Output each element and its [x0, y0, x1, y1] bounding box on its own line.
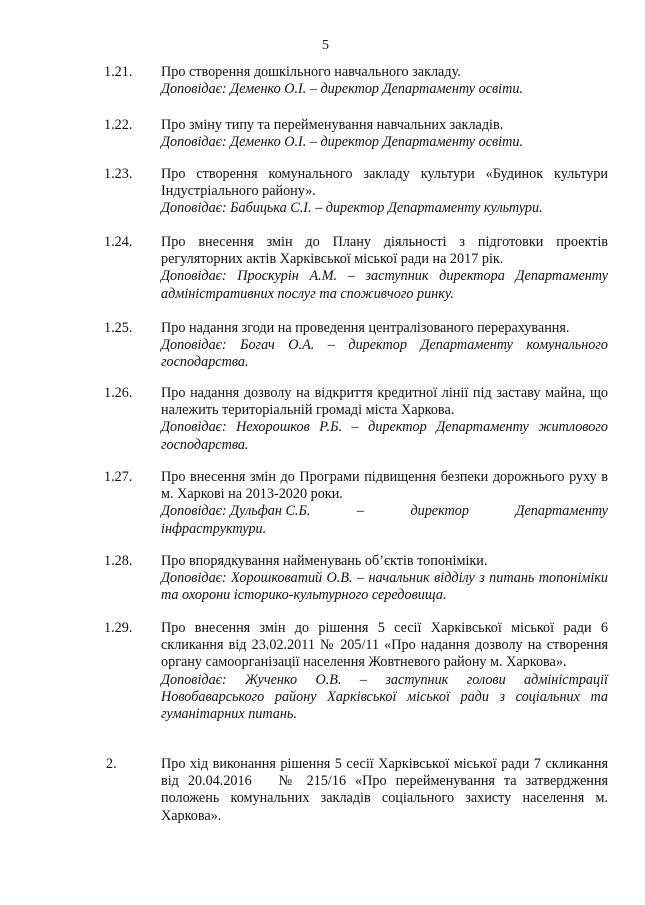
item-number: 1.26. [104, 385, 133, 401]
speaker-department: Департаменту [515, 503, 608, 520]
item-title: Про створення дошкільного навчального закладу. [161, 64, 461, 80]
item-speaker: Доповідає: Проскурін А.М. – заступник директора Департаменту адміністративних послуг та споживчого ринку. [161, 268, 608, 302]
item-number: 1.28. [104, 553, 133, 569]
item-number: 1.27. [104, 469, 133, 485]
item-title: Про внесення змін до рішення 5 сесії Харківської міської ради 6 скликання від 23.02.2011 № 205/11 «Про надання дозволу на створення органу самоорганізації населення Жовтневого району м. Харкова». [161, 620, 608, 671]
agenda-item [104, 553, 608, 605]
item-speaker: Доповідає: Нехорошков Р.Б. – директор Департаменту житлового господарства. [161, 419, 608, 453]
page-number: 5 [322, 38, 329, 53]
item-title: Про надання згоди на проведення централізованого перерахування. [161, 320, 570, 336]
item-speaker: Доповідає: Деменко О.І. – директор Департаменту освіти. [161, 81, 524, 98]
agenda-item [104, 320, 608, 372]
item-title: Про зміну типу та перейменування навчальних закладів. [161, 117, 504, 133]
item-title: Про надання дозволу на відкриття кредитної лінії під заставу майна, що належить територіальній громаді міста Харкова. [161, 385, 608, 419]
speaker-name: Доповідає: Дульфан С.Б. [161, 503, 311, 520]
agenda-item [104, 166, 608, 218]
item-number: 1.23. [104, 166, 133, 182]
item-title: Про впорядкування найменувань об’єктів топоніміки. [161, 553, 488, 569]
speaker-role: директор [410, 503, 469, 520]
item-title: Про внесення змін до Плану діяльності з підготовки проектів регуляторних актів Харківської міської ради на 2017 рік. [161, 234, 608, 268]
item-number: 1.29. [104, 620, 133, 636]
item-number: 1.22. [104, 117, 133, 133]
item-number: 1.25. [104, 320, 133, 336]
speaker-dash: – [356, 503, 364, 520]
item-speaker-continued: інфраструктури. [161, 520, 267, 537]
item-title: Про створення комунального закладу культури «Будинок культури Індустріального району». [161, 166, 608, 200]
item-number: 1.24. [104, 234, 133, 250]
item-speaker: Доповідає: Богач О.А. – директор Департаменту комунального господарства. [161, 337, 608, 371]
agenda-item [104, 469, 608, 538]
item-title: Про внесення змін до Програми підвищення безпеки дорожнього руху в м. Харкові на 2013-2020 роки. [161, 469, 608, 503]
agenda-item [104, 756, 612, 825]
item-speaker: Доповідає: Жученко О.В. – заступник голови адміністрації Новобаварського району Харківської міської ради з соціальних та гуманітарних питань. [161, 671, 608, 723]
agenda-item [104, 385, 608, 454]
item-number: 2. [106, 756, 117, 772]
agenda-item [104, 64, 608, 98]
item-title: Про хід виконання рішення 5 сесії Харківської міської ради 7 скликання від 20.04.2016 № 215/16 «Про перейменування та затвердження положень комунальних закладів соціального захисту населення м. Харкова». [161, 756, 612, 824]
item-number: 1.21. [104, 64, 133, 80]
item-speaker: Доповідає: Деменко О.І. – директор Департаменту освіти. [161, 134, 524, 151]
agenda-item [104, 234, 608, 303]
item-speaker: Доповідає: Бабицька С.І. – директор Департаменту культури. [161, 200, 543, 217]
agenda-item [104, 117, 608, 151]
item-speaker: Доповідає: Хорошковатий О.В. – начальник відділу з питань топоніміки та охорони історико-культурного середовища. [161, 570, 608, 604]
agenda-item [104, 620, 608, 723]
item-speaker [161, 503, 608, 520]
